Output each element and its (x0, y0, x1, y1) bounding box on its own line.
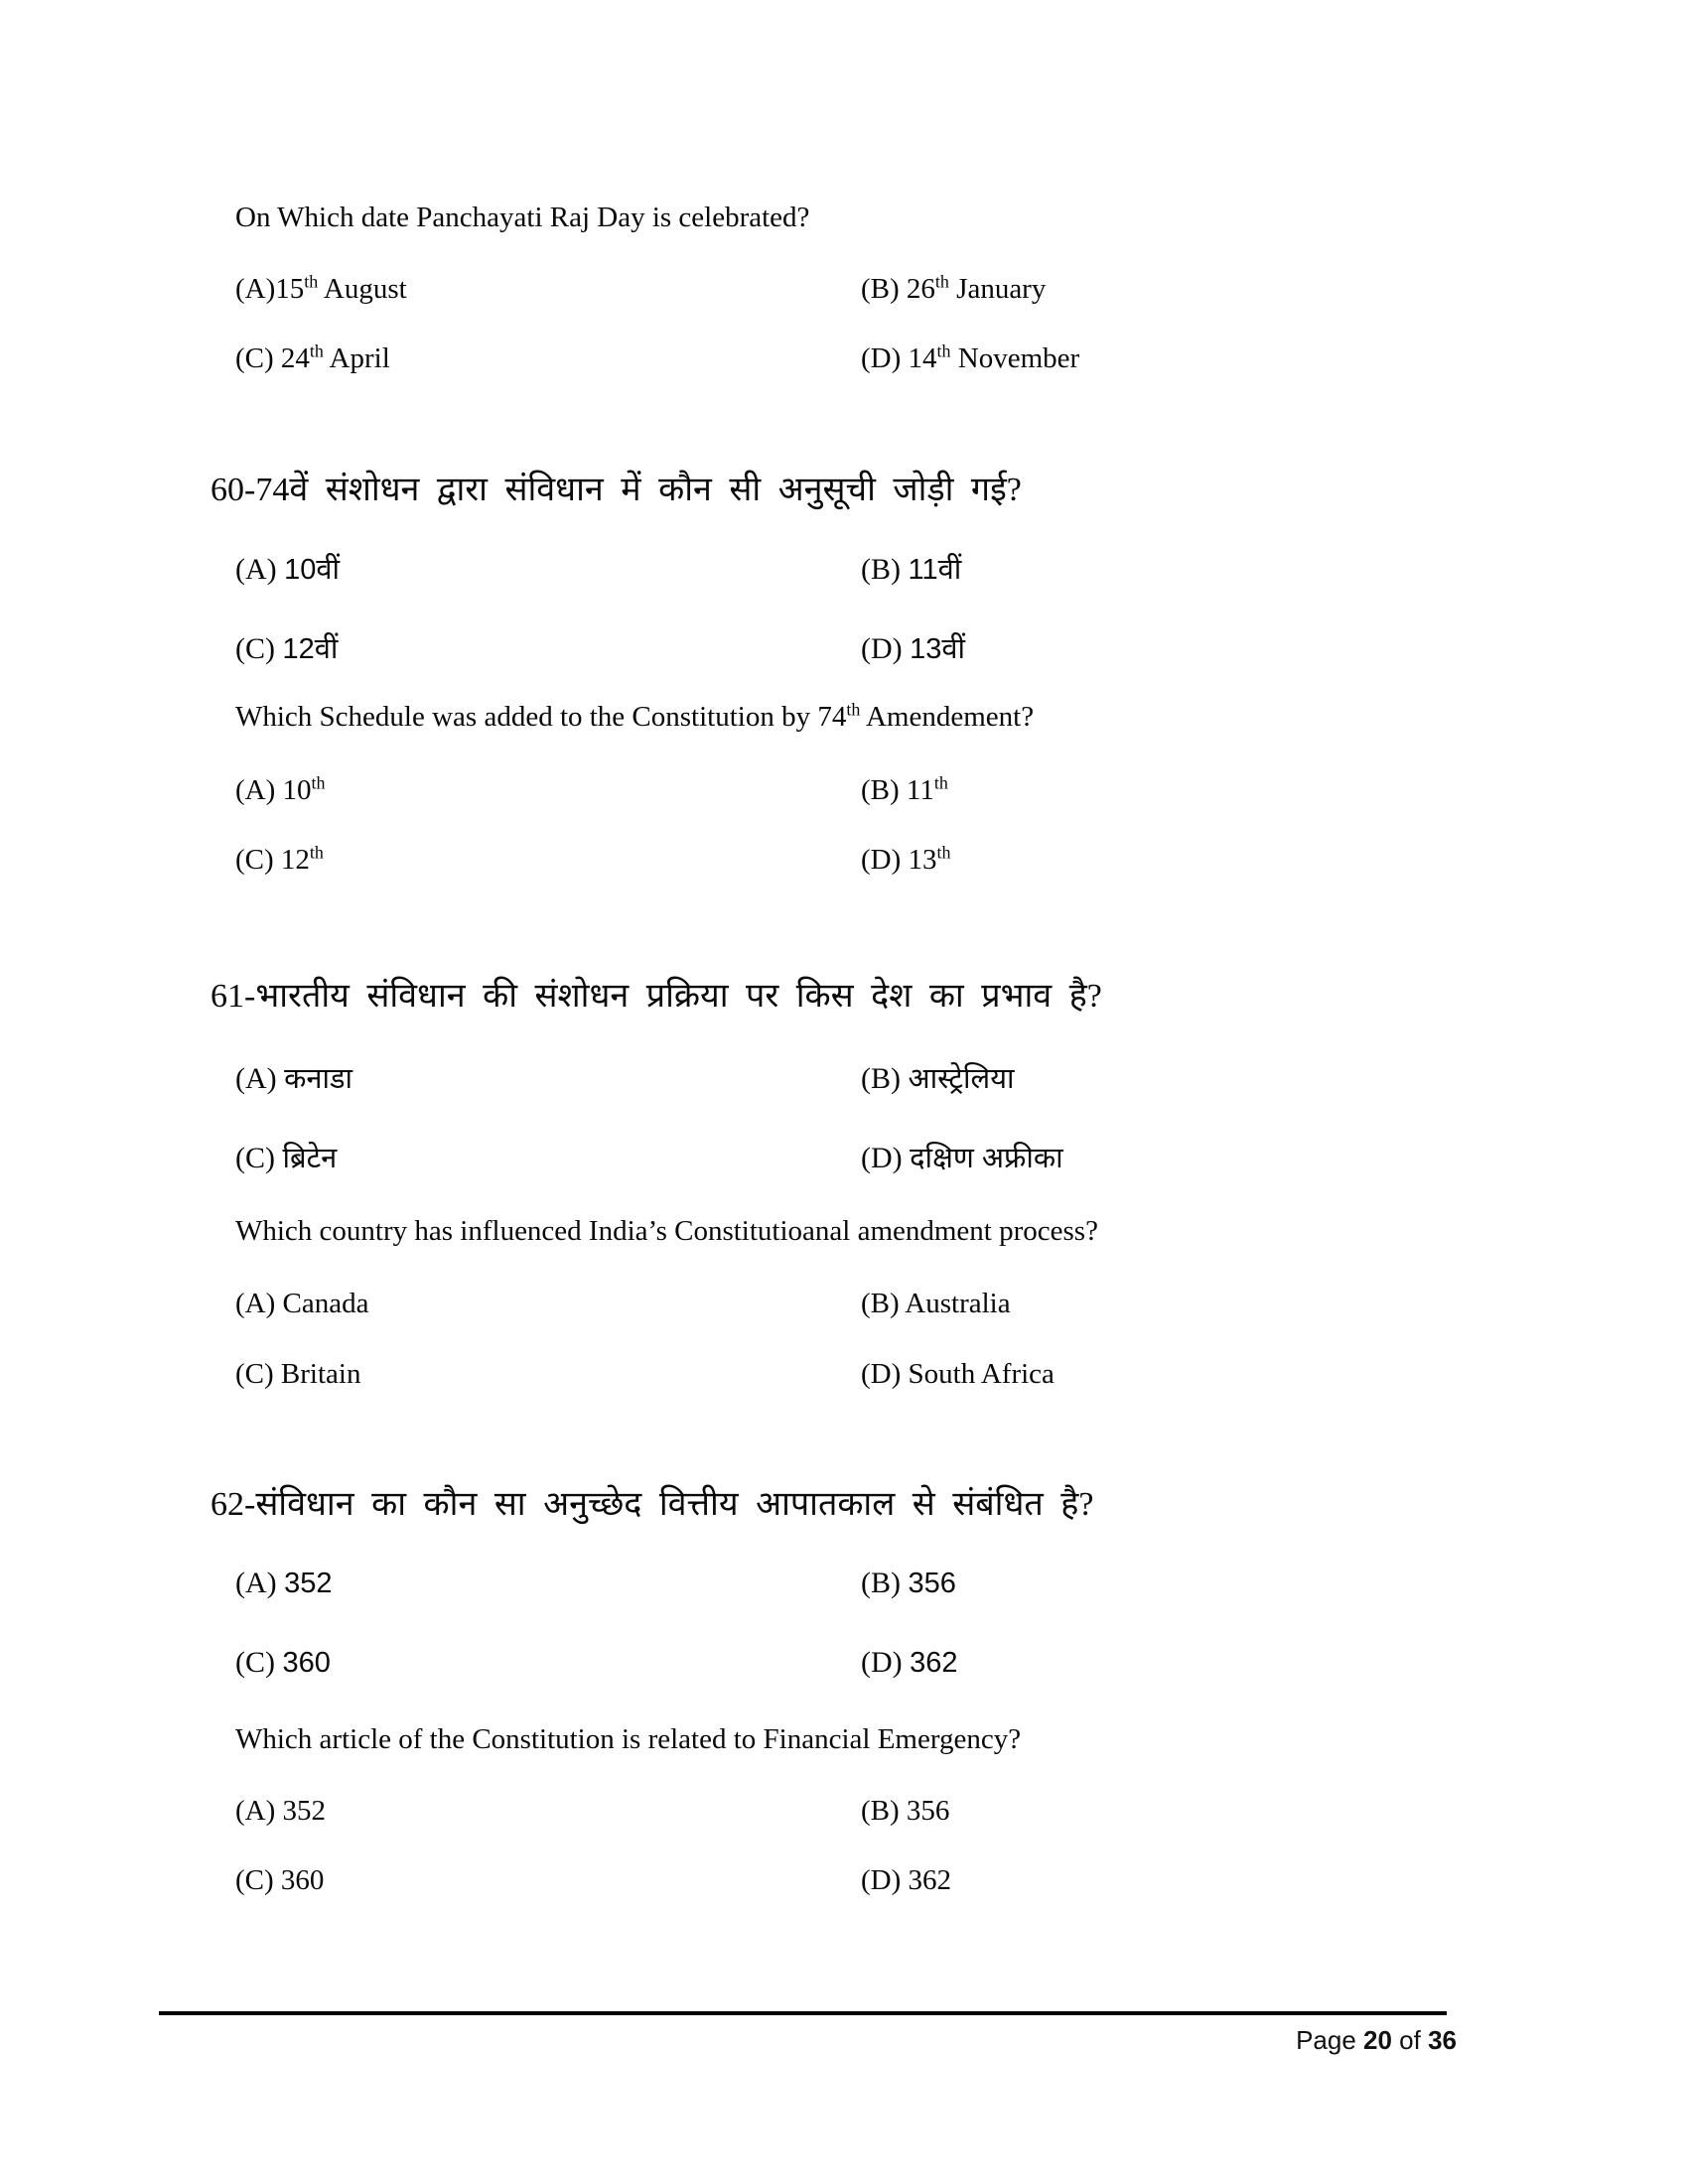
option-62-en-c: (C) 360 (235, 1864, 325, 1896)
footer-page-number: 20 (1363, 2025, 1392, 2055)
footer-of-label: of (1391, 2025, 1429, 2055)
footer-page-prefix: Page (1296, 2025, 1364, 2055)
option-60-hi-c: (C) 12वीं (235, 632, 339, 665)
footer-total-pages: 36 (1428, 2025, 1457, 2055)
question-62-en-text: Which article of the Constitution is related to Financial Emergency? (235, 1723, 1022, 1755)
option-61-en-a: (A) Canada (235, 1288, 369, 1319)
footer-divider-line (159, 2011, 1447, 2015)
option-61-hi-a: (A) कनाडा (235, 1062, 353, 1095)
option-60-hi-d: (D) 13वीं (861, 632, 966, 665)
option-62-hi-d: (D) 362 (861, 1646, 958, 1679)
question-61-hi-text: 61-भारतीय संविधान की संशोधन प्रक्रिया पर किस देश का प्रभाव है? (211, 978, 1102, 1015)
option-61-hi-c: (C) ब्रिटेन (235, 1142, 338, 1174)
question-60-hi-text: 60-74वें संशोधन द्वारा संविधान में कौन सी अनुसूची जोड़ी गई? (211, 472, 1022, 508)
option-61-en-d: (D) South Africa (861, 1358, 1055, 1390)
option-62-hi-b: (B) 356 (861, 1567, 956, 1599)
question-60-number: 60- (211, 472, 256, 508)
question-61-en-text: Which country has influenced India’s Constitutioanal amendment process? (235, 1215, 1098, 1247)
option-61-hi-b: (B) आस्ट्रेलिया (861, 1062, 1015, 1095)
option-61-en-b: (B) Australia (861, 1288, 1011, 1319)
option-60-hi-b: (B) 11वीं (861, 553, 962, 586)
option-62-en-a: (A) 352 (235, 1795, 327, 1827)
option-62-en-d: (D) 362 (861, 1864, 952, 1896)
question-62-hi-text: 62-संविधान का कौन सा अनुच्छेद वित्तीय आपातकाल से संबंधित है? (211, 1486, 1094, 1523)
option-59-en-b: (B) 26th January (861, 271, 1047, 305)
option-62-en-b: (B) 356 (861, 1795, 950, 1827)
option-59-en-a: (A)15th August (235, 271, 407, 305)
question-61-number: 61- (211, 978, 256, 1015)
question-62-number: 62- (211, 1486, 256, 1523)
option-59-en-d: (D) 14th November (861, 341, 1080, 374)
option-59-en-c: (C) 24th April (235, 341, 390, 374)
footer-page-indicator (1296, 2025, 1457, 2056)
option-61-hi-d: (D) दक्षिण अफ्रीका (861, 1142, 1063, 1174)
option-60-en-c: (C) 12th (235, 842, 324, 876)
question-60-en-text: Which Schedule was added to the Constitution by 74th Amendement? (235, 699, 1035, 733)
option-62-hi-a: (A) 352 (235, 1567, 333, 1599)
option-60-en-b: (B) 11th (861, 772, 948, 806)
option-60-hi-a: (A) 10वीं (235, 553, 341, 586)
option-62-hi-c: (C) 360 (235, 1646, 331, 1679)
question-59-en-text: On Which date Panchayati Raj Day is celebrated? (235, 202, 810, 233)
option-60-en-d: (D) 13th (861, 842, 951, 876)
option-61-en-c: (C) Britain (235, 1358, 361, 1390)
option-60-en-a: (A) 10th (235, 772, 326, 806)
